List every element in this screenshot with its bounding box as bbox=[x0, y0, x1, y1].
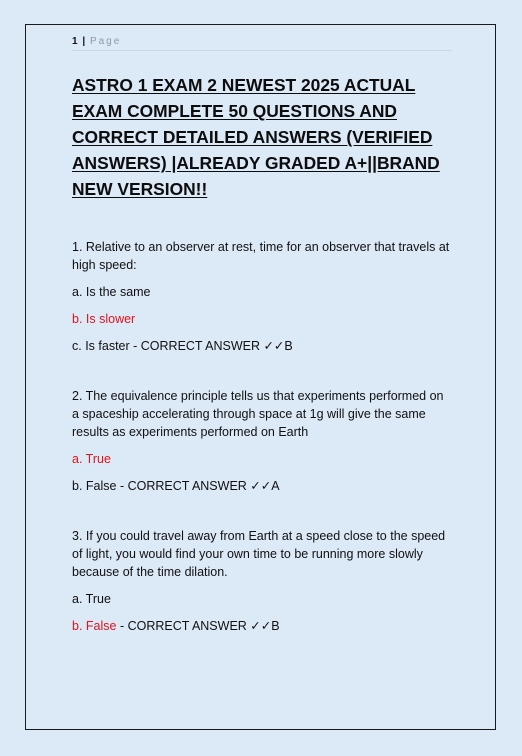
question-text: 3. If you could travel away from Earth at a speed close to the speed of light, you would find your own time to be running more slowly because of the time dilation. bbox=[72, 529, 446, 579]
answer-key: - CORRECT ANSWER ✓✓B bbox=[129, 339, 293, 353]
question-block-3 bbox=[72, 527, 452, 635]
option bbox=[72, 477, 452, 495]
option-label-correct: b. Is slower bbox=[72, 312, 136, 326]
question-block-2 bbox=[72, 387, 452, 495]
question-list bbox=[72, 238, 452, 667]
option-label: c. Is faster bbox=[72, 339, 130, 353]
option-label-correct: b. False bbox=[72, 619, 117, 633]
option bbox=[72, 283, 452, 301]
question-block-1 bbox=[72, 238, 452, 355]
option-label-correct: a. True bbox=[72, 452, 111, 466]
page-word: Page bbox=[89, 36, 122, 47]
option-correct bbox=[72, 450, 452, 468]
page-number: 1 bbox=[72, 36, 78, 47]
page-separator: | bbox=[82, 36, 86, 47]
option-label: a. True bbox=[72, 592, 111, 606]
page-header bbox=[72, 36, 452, 51]
option-correct bbox=[72, 310, 452, 328]
document-title: ASTRO 1 EXAM 2 NEWEST 2025 ACTUAL EXAM COMPLETE 50 QUESTIONS AND CORRECT DETAILED ANSWERS (VERIFIED ANSWERS) |ALREADY GRADED A+||BRAND NEW VERSION!! bbox=[72, 75, 440, 199]
answer-key: - CORRECT ANSWER ✓✓B bbox=[116, 619, 280, 633]
option-label: a. Is the same bbox=[72, 285, 151, 299]
option-label: b. False bbox=[72, 479, 117, 493]
option bbox=[72, 337, 452, 355]
option-correct bbox=[72, 617, 452, 635]
answer-key: - CORRECT ANSWER ✓✓A bbox=[116, 479, 280, 493]
question-text: 1. Relative to an observer at rest, time for an observer that travels at high speed: bbox=[72, 240, 450, 272]
option bbox=[72, 590, 452, 608]
question-text: 2. The equivalence principle tells us that experiments performed on a spaceship accelerating through space at 1g will give the same results as experiments performed on Earth bbox=[72, 389, 444, 439]
